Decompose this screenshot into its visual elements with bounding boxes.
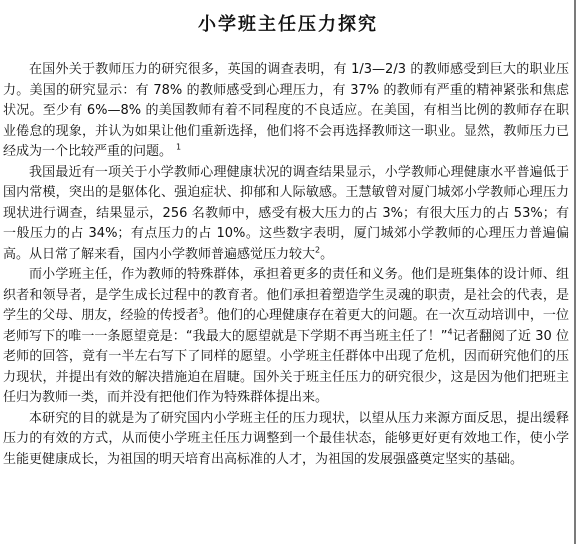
paragraph-domestic-research bbox=[3, 163, 569, 266]
paragraph-text: 而小学班主任，作为教师的特殊群体，承担着更多的责任和义务。他们是班集体的设计师、组织者和领导者，是学生成长过程中的教育者。他们承担着塑造学生灵魂的职责，是社会的代表，是学生的父母、朋友，经验的传授者 bbox=[3, 267, 569, 323]
paragraph-head-teacher bbox=[3, 265, 569, 409]
footnote-marker: 4 bbox=[447, 327, 453, 337]
paragraph-foreign-research bbox=[3, 60, 569, 163]
paragraph-text: 我国最近有一项关于小学教师心理健康状况的调查结果显示，小学教师心理健康水平普遍低于国内常模，突出的是躯体化、强迫症状、抑郁和人际敏感。王慧敏曾对厦门城郊小学教师心理压力现状进行调查，结果显示，256 名教师中，感受有极大压力的占 3%；有很大压力的占 53%；有一般压力的占 34%；有点压力的占 10%。这些数字表明，厦门城郊小学教师的心理压力普遍偏高。从日常了解来看，国内小学教师普遍感觉压力较大 bbox=[3, 164, 569, 262]
footnote-marker: 2 bbox=[315, 245, 321, 255]
footnote-marker: 3 bbox=[198, 306, 204, 316]
paragraph-text: 本研究的目的就是为了研究国内小学班主任的压力现状，以望从压力来源方面反思，提出缓释压力的有效的方式，从而使小学班主任压力调整到一个最佳状态，能够更好更有效地工作，使小学生能更健康成长，为祖国的明天培育出高标准的人才，为祖国的发展强盛奠定坚实的基础。 bbox=[3, 410, 569, 467]
document-body bbox=[3, 60, 569, 470]
document-title: 小学班主任压力探究 bbox=[198, 14, 378, 35]
paragraph-text-middle: 。他们的心理健康存在着更大的问题。在一次互动培训中，一位老师写下的唯一一条愿望竟是：“我最大的愿望就是下学期不再当班主任了！” bbox=[3, 308, 569, 344]
paragraph-text-tail: 。 bbox=[320, 246, 334, 262]
paragraph-research-purpose bbox=[3, 409, 569, 471]
paragraph-text: 在国外关于教师压力的研究很多，英国的调查表明，有 1/3—2/3 的教师感受到巨大的职业压力。美国的研究显示：有 78% 的教师感受到心理压力，有 37% 的教师有严重的精神紧张和焦虑状况。至少有 6%—8% 的美国教师有着不同程度的不良适应。在美国，有相当比例的教师存在职业倦怠的现象，并认为如果让他们重新选择，他们将不会再选择教师这一职业。显然，教师压力已经成为一个比较严重的问题。 bbox=[3, 62, 569, 159]
footnote-marker: 1 bbox=[176, 142, 182, 152]
paragraph-text-tail: 记者翻阅了近 30 位老师的回答，竟有一半左右写下了同样的愿望。小学班主任群体中出现了危机，因而研究他们的压力现状，并提出有效的解决措施迫在眉睫。国外关于班主任压力的研究很少，这是因为他们把班主任归为教师一类，而并没有把他们作为特殊群体提出来。 bbox=[3, 328, 569, 405]
